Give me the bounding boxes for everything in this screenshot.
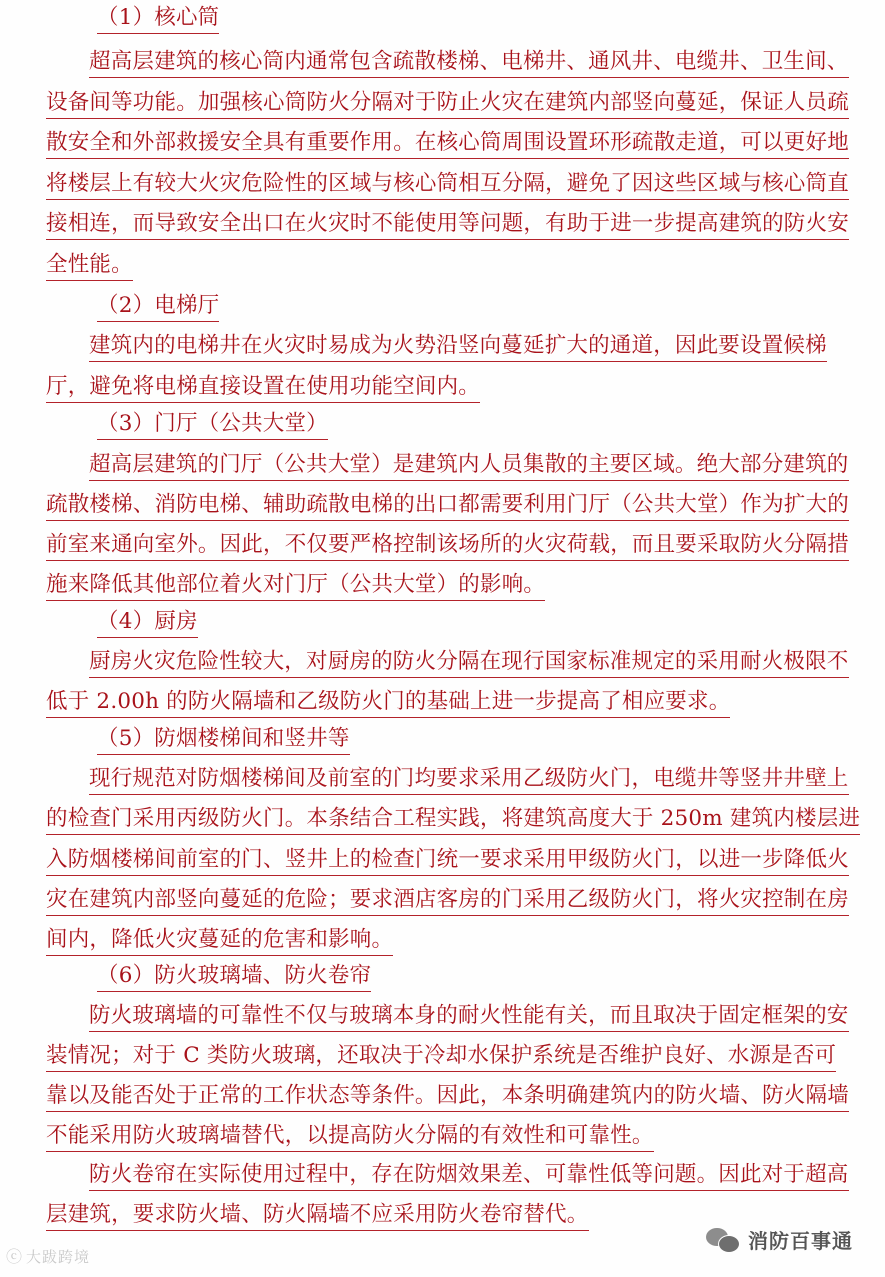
paragraph-line: 入防烟楼梯间前室的门、竖井上的检查门统一要求采用甲级防火门，以进一步降低火 [46, 846, 849, 876]
paragraph-line: 厨房火灾危险性较大，对厨房的防火分隔在现行国家标准规定的采用耐火极限不 [89, 648, 849, 678]
paragraph-line: 施来降低其他部位着火对门厅（公共大堂）的影响。 [46, 571, 545, 601]
paragraph-line: 疏散楼梯、消防电梯、辅助疏散电梯的出口都需要利用门厅（公共大堂）作为扩大的 [46, 491, 849, 521]
account-badge [706, 1225, 853, 1254]
heading-2: （2）电梯厅 [97, 292, 219, 322]
paragraph-line: 现行规范对防烟楼梯间及前室的门均要求采用乙级防火门，电缆井等竖井井壁上 [89, 765, 849, 795]
paragraph-line: 超高层建筑的核心筒内通常包含疏散楼梯、电梯井、通风井、电缆井、卫生间、 [89, 48, 849, 78]
paragraph-line: 的检查门采用丙级防火门。本条结合工程实践，将建筑高度大于 250m 建筑内楼层进 [46, 805, 860, 835]
paragraph-line: 不能采用防火玻璃墙替代，以提高防火分隔的有效性和可靠性。 [46, 1122, 654, 1152]
heading-5: （5）防烟楼梯间和竖井等 [97, 725, 350, 755]
paragraph-line: 层建筑，要求防火墙、防火隔墙不应采用防火卷帘替代。 [46, 1201, 589, 1231]
paragraph-line: 灾在建筑内部竖向蔓延的危险；要求酒店客房的门采用乙级防火门，将火灾控制在房 [46, 886, 849, 916]
paragraph-line: 低于 2.00h 的防火隔墙和乙级防火门的基础上进一步提高了相应要求。 [46, 688, 730, 718]
paragraph-line: 间内，降低火灾蔓延的危害和影响。 [46, 926, 393, 956]
account-name: 消防百事通 [748, 1229, 853, 1253]
heading-4: （4）厨房 [97, 608, 198, 638]
paragraph-line: 将楼层上有较大火灾危险性的区域与核心筒相互分隔，避免了因这些区域与核心筒直 [46, 170, 849, 200]
paragraph-line: 厅，避免将电梯直接设置在使用功能空间内。 [46, 373, 480, 403]
paragraph-line: 全性能。 [46, 251, 133, 281]
paragraph-line: 超高层建筑的门厅（公共大堂）是建筑内人员集散的主要区域。绝大部分建筑的 [89, 451, 849, 481]
heading-1: （1）核心筒 [97, 4, 219, 34]
paragraph-line: 建筑内的电梯井在火灾时易成为火势沿竖向蔓延扩大的通道，因此要设置候梯 [89, 332, 827, 362]
source-watermark [6, 1244, 90, 1267]
paragraph-line: 设备间等功能。加强核心筒防火分隔对于防止火灾在建筑内部竖向蔓延，保证人员疏 [46, 89, 849, 119]
paragraph-line: 防火卷帘在实际使用过程中，存在防烟效果差、可靠性低等问题。因此对于超高 [89, 1161, 849, 1191]
paragraph-line: 防火玻璃墙的可靠性不仅与玻璃本身的耐火性能有关，而且取决于固定框架的安 [89, 1002, 849, 1032]
heading-3: （3）门厅（公共大堂） [97, 410, 328, 440]
paragraph-line: 装情况；对于 C 类防火玻璃，还取决于冷却水保护系统是否维护良好、水源是否可 [46, 1042, 836, 1072]
watermark-logo-icon: ⓒ [6, 1247, 24, 1266]
paragraph-line: 前室来通向室外。因此，不仅要严格控制该场所的火灾荷载，而且要采取防火分隔措 [46, 531, 849, 561]
wechat-icon [706, 1226, 740, 1254]
heading-6: （6）防火玻璃墙、防火卷帘 [97, 962, 371, 992]
watermark-text: 大跋跨境 [26, 1248, 91, 1266]
paragraph-line: 接相连，而导致安全出口在火灾时不能使用等问题，有助于进一步提高建筑的防火安 [46, 210, 849, 240]
paragraph-line: 散安全和外部救援安全具有重要作用。在核心筒周围设置环形疏散走道，可以更好地 [46, 129, 849, 159]
paragraph-line: 靠以及能否处于正常的工作状态等条件。因此，本条明确建筑内的防火墙、防火隔墙 [46, 1082, 849, 1112]
